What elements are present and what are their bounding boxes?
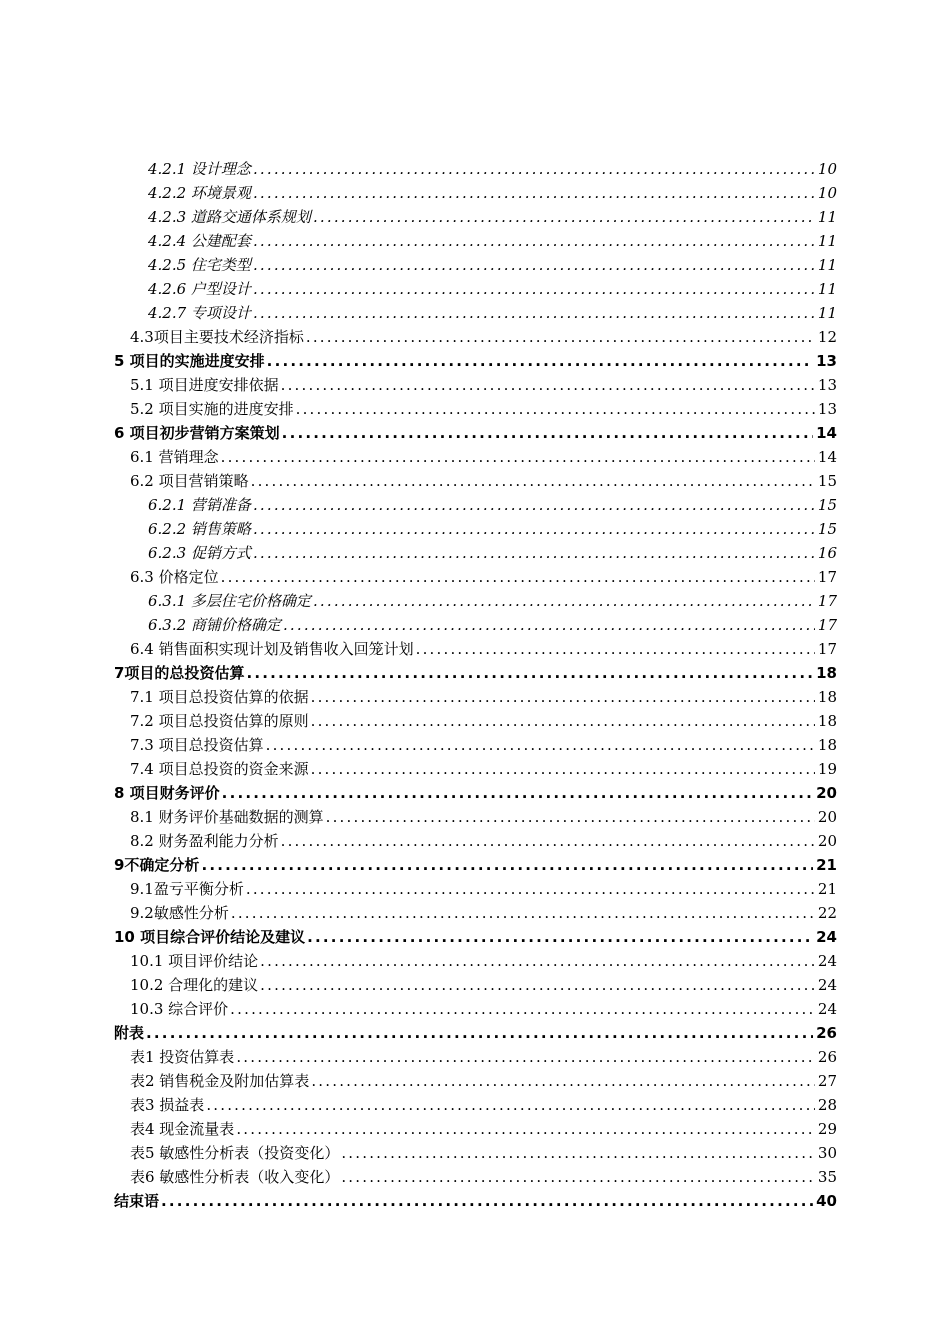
toc-entry[interactable] [114,757,837,781]
toc-entry-page-number: 11 [817,304,837,322]
dot-leader [281,829,815,853]
toc-entry-title: 6.2.1 营销准备 [148,496,251,514]
toc-entry-title: 6.2.2 销售策略 [148,520,251,538]
toc-entry-title: 9.1盈亏平衡分析 [130,880,244,898]
toc-entry[interactable] [114,181,837,205]
toc-entry[interactable] [114,589,837,613]
toc-entry-title: 10 项目综合评价结论及建议 [114,928,306,946]
dot-leader [236,1117,815,1141]
toc-entry-title: 7.3 项目总投资估算 [130,736,264,754]
table-of-contents [114,157,837,1213]
toc-entry[interactable] [114,1189,837,1213]
toc-entry-page-number: 18 [816,664,837,682]
toc-entry-page-number: 14 [817,448,837,466]
toc-entry-title: 表3 损益表 [130,1096,205,1114]
toc-entry-title: 6.2.3 促销方式 [148,544,251,562]
toc-entry-title: 5 项目的实施进度安排 [114,352,265,370]
toc-entry[interactable] [114,445,837,469]
toc-entry-title: 表4 现金流量表 [130,1120,235,1138]
toc-entry-title: 6 项目初步营销方案策划 [114,424,280,442]
toc-entry[interactable] [114,397,837,421]
toc-entry-page-number: 10 [817,184,837,202]
toc-entry-title: 4.3项目主要技术经济指标 [130,328,304,346]
toc-entry-page-number: 26 [816,1024,837,1042]
dot-leader [253,517,815,541]
dot-leader [236,1045,815,1069]
toc-entry-title: 7.2 项目总投资估算的原则 [130,712,309,730]
toc-entry[interactable] [114,229,837,253]
toc-entry-page-number: 30 [817,1144,837,1162]
dot-leader [306,325,815,349]
toc-entry[interactable] [114,709,837,733]
dot-leader [161,1189,813,1213]
toc-entry[interactable] [114,1117,837,1141]
toc-entry[interactable] [114,829,837,853]
dot-leader [246,877,815,901]
dot-leader [253,181,815,205]
toc-entry-title: 5.1 项目进度安排依据 [130,376,279,394]
dot-leader [341,1165,815,1189]
dot-leader [146,1021,813,1045]
toc-entry-page-number: 24 [817,952,837,970]
toc-entry[interactable] [114,1093,837,1117]
toc-entry-page-number: 21 [816,856,837,874]
toc-entry-page-number: 22 [817,904,837,922]
toc-entry-page-number: 40 [816,1192,837,1210]
toc-entry-page-number: 16 [817,544,837,562]
toc-entry-page-number: 17 [817,568,837,586]
toc-entry-page-number: 13 [817,376,837,394]
toc-entry[interactable] [114,349,837,373]
dot-leader [307,925,813,949]
toc-entry-title: 10.3 综合评价 [130,1000,229,1018]
dot-leader [221,445,815,469]
dot-leader [282,421,813,445]
toc-entry-page-number: 10 [817,160,837,178]
toc-entry-title: 附表 [114,1024,145,1042]
toc-entry-page-number: 15 [817,520,837,538]
toc-entry[interactable] [114,805,837,829]
dot-leader [260,973,815,997]
toc-entry-page-number: 12 [817,328,837,346]
toc-entry-title: 8.1 财务评价基础数据的测算 [130,808,324,826]
dot-leader [221,565,815,589]
toc-entry[interactable] [114,1021,837,1045]
toc-entry-title: 9.2敏感性分析 [130,904,229,922]
toc-entry-page-number: 18 [817,688,837,706]
dot-leader [253,301,815,325]
toc-entry-title: 4.2.4 公建配套 [148,232,251,250]
toc-entry-page-number: 15 [817,496,837,514]
dot-leader [206,1093,815,1117]
toc-entry-title: 4.2.2 环境景观 [148,184,251,202]
toc-entry[interactable] [114,877,837,901]
toc-entry-title: 4.2.7 专项设计 [148,304,251,322]
toc-entry[interactable] [114,205,837,229]
dot-leader [311,1069,815,1093]
toc-entry[interactable] [114,613,837,637]
dot-leader [266,733,815,757]
toc-entry[interactable] [114,781,837,805]
toc-entry-title: 表6 敏感性分析表（收入变化） [130,1168,340,1186]
toc-entry[interactable] [114,493,837,517]
dot-leader [416,637,815,661]
toc-entry-title: 5.2 项目实施的进度安排 [130,400,294,418]
dot-leader [231,901,815,925]
dot-leader [260,949,815,973]
toc-entry-page-number: 14 [816,424,837,442]
toc-entry[interactable] [114,637,837,661]
toc-entry-title: 10.2 合理化的建议 [130,976,259,994]
toc-entry-page-number: 20 [816,784,837,802]
toc-entry-page-number: 18 [817,736,837,754]
toc-entry-title: 结束语 [114,1192,160,1210]
dot-leader [311,709,815,733]
toc-entry-page-number: 17 [817,640,837,658]
toc-entry-title: 8.2 财务盈利能力分析 [130,832,279,850]
toc-entry-page-number: 17 [817,616,837,634]
toc-entry-title: 6.4 销售面积实现计划及销售收入回笼计划 [130,640,414,658]
toc-entry[interactable] [114,1141,837,1165]
toc-entry[interactable] [114,661,837,685]
toc-entry[interactable] [114,973,837,997]
dot-leader [326,805,815,829]
toc-entry-title: 表2 销售税金及附加估算表 [130,1072,310,1090]
toc-entry[interactable] [114,301,837,325]
toc-entry[interactable] [114,421,837,445]
dot-leader [253,229,815,253]
toc-entry[interactable] [114,997,837,1021]
toc-entry[interactable] [114,277,837,301]
toc-entry-page-number: 24 [816,928,837,946]
toc-entry[interactable] [114,253,837,277]
toc-entry[interactable] [114,1165,837,1189]
toc-entry-title: 7.4 项目总投资的资金来源 [130,760,309,778]
toc-entry-title: 6.3.2 商铺价格确定 [148,616,281,634]
toc-entry-title: 6.3.1 多层住宅价格确定 [148,592,311,610]
toc-entry-title: 4.2.5 住宅类型 [148,256,251,274]
dot-leader [313,589,815,613]
toc-entry-page-number: 11 [817,280,837,298]
toc-entry-page-number: 15 [817,472,837,490]
dot-leader [251,469,815,493]
toc-entry[interactable] [114,1045,837,1069]
toc-entry-title: 9不确定分析 [114,856,200,874]
toc-entry-page-number: 11 [817,232,837,250]
toc-entry-title: 6.3 价格定位 [130,568,219,586]
dot-leader [253,157,815,181]
toc-entry-page-number: 20 [817,832,837,850]
toc-entry[interactable] [114,373,837,397]
dot-leader [311,685,815,709]
toc-entry-page-number: 28 [817,1096,837,1114]
toc-entry-page-number: 19 [817,760,837,778]
toc-entry[interactable] [114,157,837,181]
toc-entry[interactable] [114,685,837,709]
toc-entry-page-number: 20 [817,808,837,826]
dot-leader [253,493,815,517]
toc-entry-title: 7项目的总投资估算 [114,664,245,682]
toc-entry-title: 7.1 项目总投资估算的依据 [130,688,309,706]
dot-leader [283,613,815,637]
toc-entry-title: 表5 敏感性分析表（投资变化） [130,1144,340,1162]
toc-entry[interactable] [114,901,837,925]
toc-entry[interactable] [114,325,837,349]
dot-leader [230,997,815,1021]
toc-entry[interactable] [114,469,837,493]
toc-entry-page-number: 21 [817,880,837,898]
toc-entry-title: 6.1 营销理念 [130,448,219,466]
toc-entry[interactable] [114,949,837,973]
toc-entry-title: 8 项目财务评价 [114,784,220,802]
toc-entry-title: 4.2.6 户型设计 [148,280,251,298]
toc-entry-page-number: 13 [816,352,837,370]
toc-entry-title: 4.2.1 设计理念 [148,160,251,178]
toc-entry-title: 6.2 项目营销策略 [130,472,249,490]
toc-entry-page-number: 11 [817,256,837,274]
toc-entry-page-number: 26 [817,1048,837,1066]
toc-entry-page-number: 29 [817,1120,837,1138]
dot-leader [281,373,815,397]
dot-leader [341,1141,815,1165]
toc-entry-page-number: 18 [817,712,837,730]
dot-leader [313,205,815,229]
toc-entry-page-number: 35 [817,1168,837,1186]
toc-entry[interactable] [114,925,837,949]
dot-leader [267,349,813,373]
dot-leader [246,661,813,685]
toc-entry-page-number: 27 [817,1072,837,1090]
toc-entry-page-number: 17 [817,592,837,610]
toc-entry[interactable] [114,541,837,565]
toc-entry-title: 10.1 项目评价结论 [130,952,259,970]
toc-entry[interactable] [114,565,837,589]
toc-entry-page-number: 11 [817,208,837,226]
dot-leader [296,397,815,421]
toc-entry-page-number: 13 [817,400,837,418]
toc-entry-page-number: 24 [817,1000,837,1018]
dot-leader [311,757,815,781]
dot-leader [253,541,815,565]
toc-entry[interactable] [114,1069,837,1093]
toc-entry[interactable] [114,853,837,877]
dot-leader [253,253,815,277]
toc-entry-page-number: 24 [817,976,837,994]
dot-leader [253,277,815,301]
toc-entry-title: 表1 投资估算表 [130,1048,235,1066]
toc-entry[interactable] [114,517,837,541]
toc-entry-title: 4.2.3 道路交通体系规划 [148,208,311,226]
dot-leader [201,853,813,877]
toc-entry[interactable] [114,733,837,757]
dot-leader [222,781,813,805]
